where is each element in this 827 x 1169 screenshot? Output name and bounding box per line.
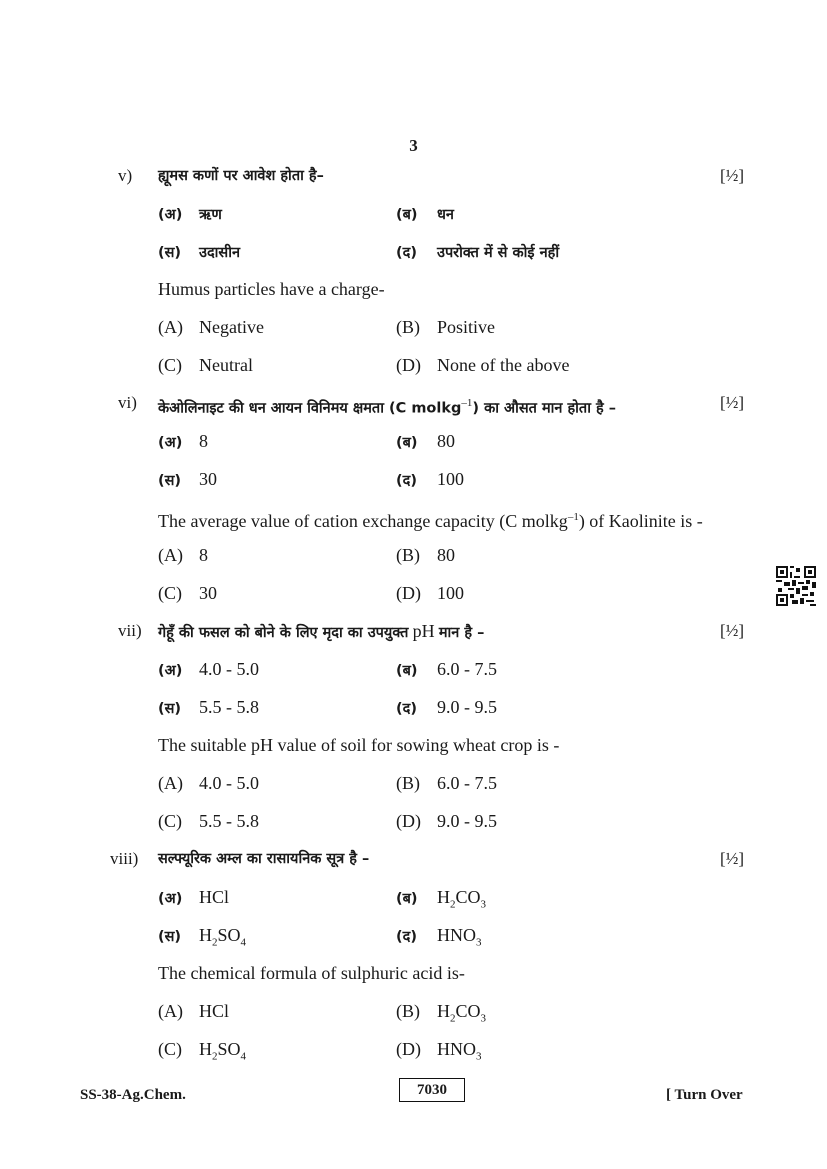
option-label: (B) — [396, 545, 420, 565]
option-label: (C) — [158, 355, 182, 375]
option — [158, 241, 240, 264]
option — [158, 544, 208, 566]
option-text: Negative — [199, 317, 264, 337]
option-label: (D) — [396, 1039, 421, 1059]
option — [158, 810, 259, 832]
option-label: (A) — [158, 1001, 183, 1021]
option — [158, 203, 222, 226]
option — [396, 203, 454, 226]
marks: [½] — [720, 393, 745, 412]
option-label: (स) — [158, 929, 182, 945]
question-stem-hindi — [158, 392, 616, 420]
option-label: (A) — [158, 545, 183, 565]
option-text: 80 — [437, 431, 455, 451]
option — [158, 468, 217, 492]
option — [396, 430, 455, 454]
option-text: Neutral — [199, 355, 253, 375]
qr-code-icon — [776, 566, 816, 606]
question-stem-english: The suitable pH value of soil for sowing wheat crop is - — [158, 735, 560, 755]
formula: $H_2SO_4$ — [199, 1039, 247, 1063]
option — [158, 582, 217, 604]
option-text: 8 — [199, 431, 208, 451]
option-label: (ब) — [396, 663, 418, 679]
option-label: (अ) — [158, 207, 183, 223]
option-label: (स) — [158, 473, 182, 489]
option — [396, 924, 482, 954]
option — [396, 810, 497, 832]
option — [396, 696, 497, 720]
option-label: (स) — [158, 701, 182, 717]
option-label: (B) — [396, 1001, 420, 1021]
stem-part: The average value of cation exchange capacity (C molkg — [158, 511, 568, 531]
option-label: (C) — [158, 1039, 182, 1059]
option-text: 5.5 - 5.8 — [199, 697, 259, 717]
option — [396, 544, 455, 566]
page-number: 3 — [409, 136, 418, 155]
option-label: (स) — [158, 245, 182, 261]
option-text: 6.0 - 7.5 — [437, 773, 497, 793]
option — [396, 772, 497, 794]
formula: $H_2CO_3$ — [437, 1001, 487, 1025]
option-label: (अ) — [158, 891, 183, 907]
formula: $H_2SO_4$ — [199, 925, 247, 949]
option — [396, 582, 464, 604]
option — [396, 241, 559, 264]
option-text: 9.0 - 9.5 — [437, 697, 497, 717]
option-text: 8 — [199, 545, 208, 565]
option-text: उपरोक्त में से कोई नहीं — [437, 245, 560, 261]
turn-over-label: [ Turn Over — [666, 1087, 743, 1103]
question-stem-hindi: सल्फ्यूरिक अम्ल का रासायनिक सूत्र है – — [158, 851, 370, 867]
marks: [½] — [720, 166, 745, 185]
option-label: (A) — [158, 317, 183, 337]
option-text: 100 — [437, 469, 464, 489]
paper-number-box: 7030 — [399, 1078, 465, 1102]
option-text: धन — [437, 207, 454, 223]
option-text: ऋण — [199, 207, 222, 223]
option-text: 30 — [199, 583, 217, 603]
option-text: 9.0 - 9.5 — [437, 811, 497, 831]
superscript: –1 — [567, 511, 579, 523]
option — [158, 924, 246, 954]
question-number: v) — [118, 166, 133, 185]
question-stem-hindi: ह्यूमस कणों पर आवेश होता है– — [158, 168, 324, 184]
option — [158, 886, 229, 910]
option-text: HCl — [199, 887, 230, 907]
option-label: (D) — [396, 583, 421, 603]
option — [396, 1038, 482, 1068]
question-stem-english: The chemical formula of sulphuric acid is- — [158, 963, 465, 983]
superscript: –1 — [461, 397, 473, 409]
stem-part: ) of Kaolinite is - — [578, 511, 703, 531]
question-number: vi) — [118, 393, 137, 412]
option-label: (अ) — [158, 435, 183, 451]
question-stem-hindi — [158, 620, 484, 644]
option-label: (D) — [396, 811, 421, 831]
option-label: (ब) — [396, 891, 418, 907]
option-text: None of the above — [437, 355, 570, 375]
option — [158, 316, 264, 338]
option — [158, 1038, 246, 1068]
option — [158, 430, 208, 454]
stem-part: मान है – — [438, 625, 485, 641]
option-text: Positive — [437, 317, 496, 337]
option — [396, 886, 486, 916]
question-number: vii) — [118, 621, 142, 640]
option-text: HCl — [199, 1001, 230, 1021]
formula: $H_2CO_3$ — [437, 887, 487, 911]
option-text: 4.0 - 5.0 — [199, 773, 259, 793]
option-text: 100 — [437, 583, 464, 603]
marks: [½] — [720, 849, 745, 868]
option-text: उदासीन — [199, 245, 241, 261]
paper-code: SS-38-Ag.Chem. — [80, 1087, 186, 1103]
option-text: 30 — [199, 469, 217, 489]
option-label: (द) — [396, 929, 417, 945]
option-label: (द) — [396, 701, 417, 717]
option-label: (D) — [396, 355, 421, 375]
option-label: (B) — [396, 773, 420, 793]
option-text: 4.0 - 5.0 — [199, 659, 259, 679]
option-label: (A) — [158, 773, 183, 793]
option-label: (अ) — [158, 663, 183, 679]
option — [158, 658, 259, 682]
marks: [½] — [720, 621, 745, 640]
option — [158, 772, 259, 794]
question-number: viii) — [110, 849, 139, 868]
option-label: (C) — [158, 811, 182, 831]
option-text: 5.5 - 5.8 — [199, 811, 259, 831]
option-label: (ब) — [396, 435, 418, 451]
option-label: (द) — [396, 245, 417, 261]
stem-part: केओलिनाइट की धन आयन विनिमय क्षमता (C molkg — [158, 400, 462, 417]
question-stem-english: Humus particles have a charge- — [158, 279, 385, 299]
stem-part: pH — [412, 621, 435, 641]
formula: $HNO_3$ — [437, 925, 482, 949]
option-label: (ब) — [396, 207, 418, 223]
option-label: (द) — [396, 473, 417, 489]
option — [396, 316, 495, 338]
option — [158, 1000, 229, 1022]
option — [158, 696, 259, 720]
option-label: (B) — [396, 317, 420, 337]
option — [396, 1000, 486, 1030]
stem-part: ) का औसत मान होता है – — [472, 400, 616, 417]
option — [158, 354, 253, 376]
option-text: 80 — [437, 545, 455, 565]
formula: $HNO_3$ — [437, 1039, 482, 1063]
question-stem-english — [158, 506, 703, 532]
option — [396, 354, 569, 376]
option — [396, 658, 497, 682]
option-label: (C) — [158, 583, 182, 603]
option-text: 6.0 - 7.5 — [437, 659, 497, 679]
option — [396, 468, 464, 492]
stem-part: गेहूँ की फसल को बोने के लिए मृदा का उपयुक्त — [158, 625, 409, 641]
